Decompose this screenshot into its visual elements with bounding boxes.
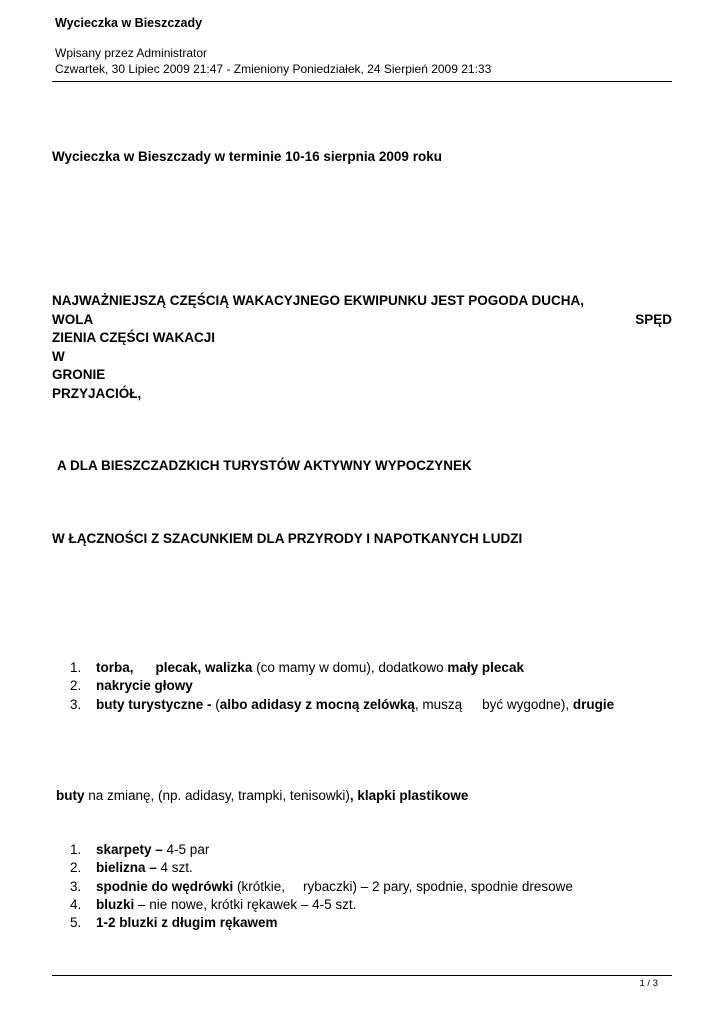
list-item-bold: skarpety –	[96, 842, 167, 857]
list-item-bold: plecak, walizka	[155, 660, 253, 675]
list-item	[52, 859, 573, 877]
para-text: na zmianę, (np. adidasy, trampki, tenisowki)	[84, 788, 350, 803]
list-item-bold: bielizna –	[96, 860, 161, 876]
list-item-text: – nie nowe, krótki rękawek – 4-5 szt.	[134, 896, 357, 912]
list-item	[52, 914, 573, 932]
date-line: Czwartek, 30 Lipiec 2009 21:47 - Zmieniony Poniedziałek, 24 Sierpień 2009 21:33	[55, 61, 492, 76]
packing-list-2	[52, 841, 573, 932]
list-item	[52, 659, 614, 677]
motto-line-6: PRZYJACIÓŁ,	[52, 385, 142, 401]
list-item-bold: albo adidasy z mocną zelówką	[219, 696, 415, 712]
list-item-number: 1.	[70, 660, 82, 675]
list-item-number: 3.	[70, 696, 82, 712]
motto-block	[52, 292, 672, 403]
list-item	[52, 841, 573, 859]
caps-line-tourists: A DLA BIESZCZADZKICH TURYSTÓW AKTYWNY WYPOCZYNEK	[57, 458, 472, 473]
header-divider	[52, 81, 672, 82]
shoes-paragraph	[56, 787, 468, 805]
para-bold: buty	[56, 788, 85, 803]
list-item-text: (	[215, 696, 220, 712]
list-item-text: 4 szt.	[160, 860, 193, 876]
list-item-bold: spodnie do wędrówki	[96, 878, 234, 894]
list-item-text: być wygodne),	[482, 696, 573, 712]
list-item-number: 2.	[70, 678, 82, 694]
motto-line-2	[52, 311, 672, 330]
motto-line-2-left: WOLA	[52, 311, 94, 327]
list-item	[52, 677, 614, 695]
list-item-number: 2.	[70, 860, 82, 876]
list-item-text: (krótkie,	[233, 878, 286, 894]
page-number: 1 / 3	[639, 978, 658, 989]
motto-line-4: W	[52, 348, 65, 364]
list-item-number: 5.	[70, 915, 82, 931]
list-item-text: 4-5 par	[166, 842, 210, 857]
list-item	[52, 696, 614, 714]
list-item-bold: drugie	[572, 696, 615, 712]
motto-line-5: GRONIE	[52, 367, 106, 382]
caps-line-nature: W ŁĄCZNOŚCI Z SZACUNKIEM DLA PRZYRODY I NAPOTKANYCH LUDZI	[52, 531, 523, 546]
packing-list-1	[52, 659, 614, 714]
list-item-text: rybaczki) – 2 pary, spodnie, spodnie dresowe	[303, 878, 573, 894]
page-header-title: Wycieczka w Bieszczady	[55, 16, 203, 30]
list-item-bold: torba,	[96, 660, 134, 675]
list-item-text: (co mamy w domu), dodatkowo	[252, 660, 448, 675]
page-header-meta	[55, 46, 491, 77]
motto-line-1: NAJWAŻNIEJSZĄ CZĘŚCIĄ WAKACYJNEGO EKWIPUNKU JEST POGODA DUCHA,	[52, 293, 585, 308]
author-line: Wpisany przez Administrator	[55, 46, 208, 60]
list-item-bold: 1-2 bluzki z długim rękawem	[96, 915, 278, 931]
footer-divider	[52, 975, 672, 976]
list-item-bold: buty turystyczne -	[96, 696, 216, 712]
motto-line-3: ZIENIA CZĘŚCI WAKACJI	[52, 330, 216, 345]
list-item-number: 1.	[70, 842, 82, 857]
para-bold: , klapki plastikowe	[349, 788, 469, 803]
list-item	[52, 896, 573, 914]
list-item-bold: mały plecak	[447, 660, 524, 675]
list-item-bold: nakrycie głowy	[96, 678, 193, 694]
list-item-bold: bluzki	[96, 896, 135, 912]
list-item-text: , muszą	[414, 696, 463, 712]
list-item-number: 4.	[70, 896, 82, 912]
article-heading: Wycieczka w Bieszczady w terminie 10-16 sierpnia 2009 roku	[52, 149, 442, 164]
list-item	[52, 878, 573, 896]
motto-line-2-right: SPĘD	[635, 311, 672, 327]
list-item-number: 3.	[70, 878, 82, 894]
